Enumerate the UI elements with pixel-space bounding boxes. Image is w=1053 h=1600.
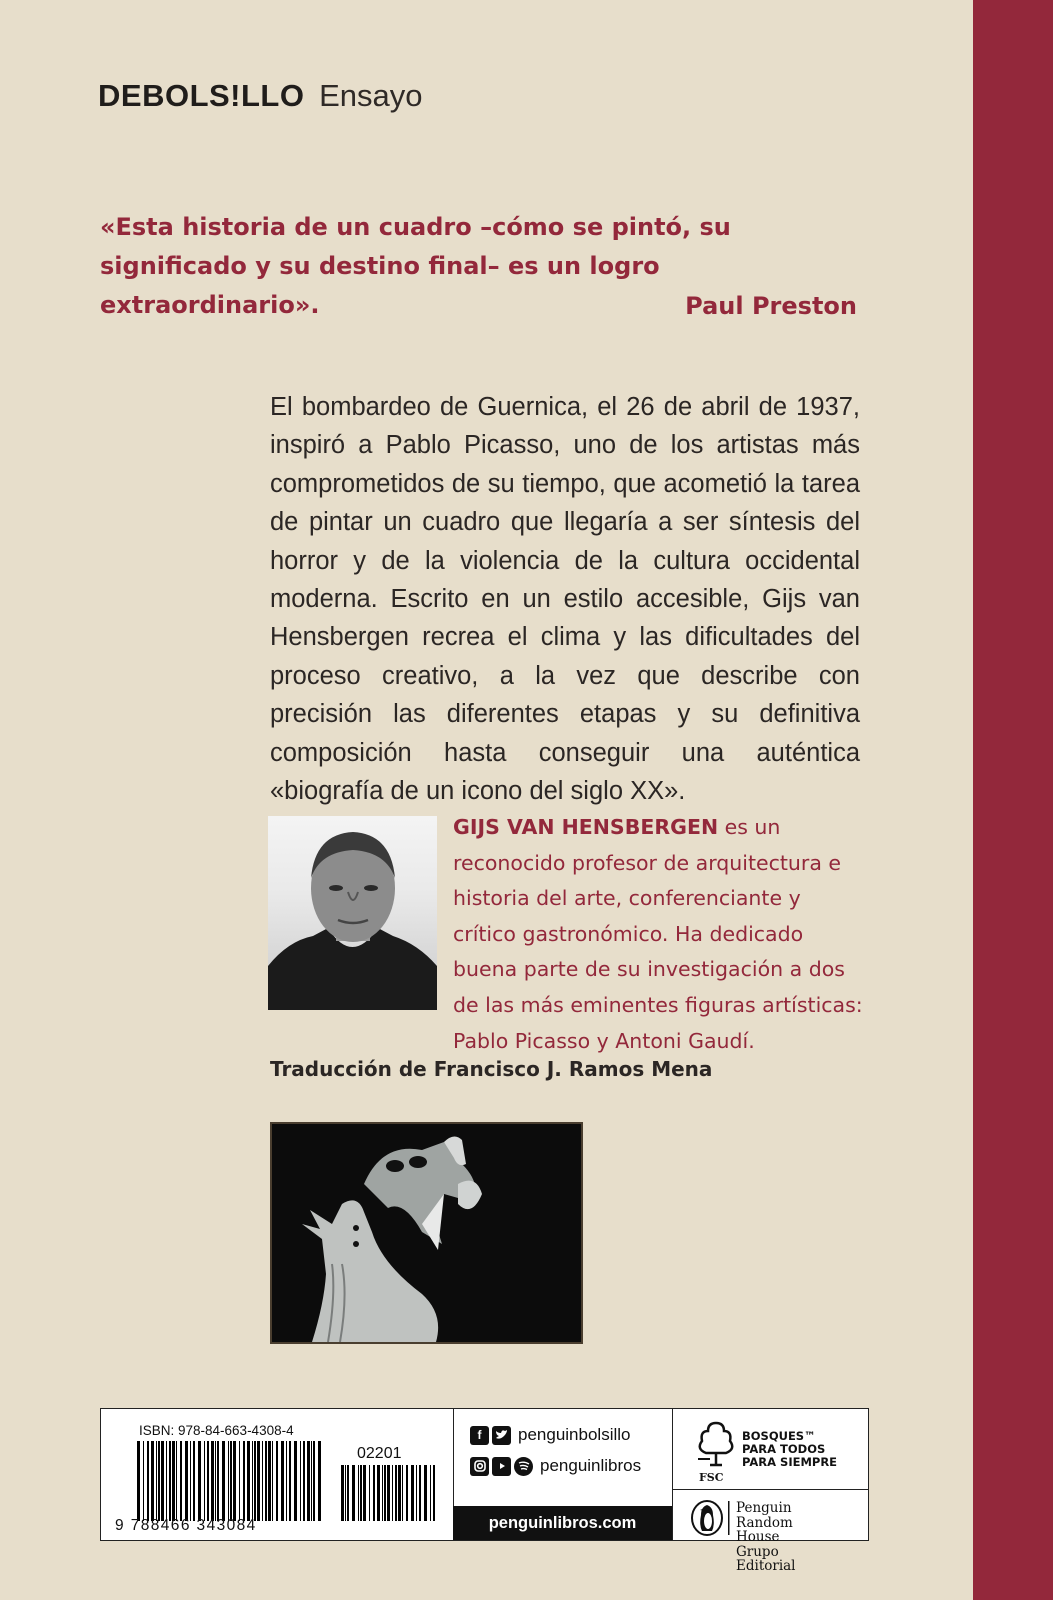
price-code: 02201 bbox=[357, 1445, 402, 1462]
back-cover-info-box bbox=[100, 1408, 869, 1574]
instagram-icon bbox=[470, 1457, 489, 1476]
quote-author: Paul Preston bbox=[685, 292, 857, 320]
author-bio bbox=[453, 810, 863, 1059]
fsc-tree-icon bbox=[694, 1419, 738, 1467]
twitter-icon bbox=[492, 1426, 511, 1445]
penguin-logo-icon bbox=[690, 1499, 724, 1537]
social-row-2 bbox=[470, 1456, 641, 1476]
barcode-cell bbox=[101, 1409, 454, 1540]
ean-digits: 9 788466 343084 bbox=[115, 1517, 257, 1534]
author-bio-text: es un reconocido profesor de arquitectura e historia del arte, conferenciante y crítico gastronómico. Ha dedicado buena parte de su investigación a dos de las más eminentes figuras artísticas: Pablo Picasso y Antoni Gaudí. bbox=[453, 815, 863, 1053]
ean-barcode-main bbox=[137, 1441, 325, 1521]
publisher-brand bbox=[98, 78, 423, 114]
prh-separator bbox=[728, 1501, 730, 1535]
author-name: GIJS VAN HENSBERGEN bbox=[453, 815, 719, 839]
website-url[interactable]: penguinlibros.com bbox=[453, 1506, 672, 1540]
social-handle-penguinlibros: penguinlibros bbox=[540, 1456, 642, 1475]
translator-credit: Traducción de Francisco J. Ramos Mena bbox=[270, 1057, 713, 1081]
fsc-slogan: BOSQUES™ PARA TODOS PARA SIEMPRE bbox=[742, 1429, 838, 1469]
ean-barcode-addon bbox=[341, 1465, 437, 1521]
publisher-name: DEBOLS!LLO bbox=[98, 78, 305, 113]
author-photo bbox=[268, 816, 437, 1010]
book-synopsis: El bombardeo de Guernica, el 26 de abril de 1937, inspiró a Pablo Picasso, uno de los artistas más comprometidos de su tiempo, que acometió la tarea de pintar un cuadro que llegaría a ser síntesis del horror y de la violencia de la cultura occidental moderna. Escrito en un estilo accesible, Gijs van Hensbergen recrea el clima y las dificultades del proceso creativo, a la vez que describe con precisión las diferentes etapas y su definitiva composición hasta conseguir una auténtica «biografía de un icono del siglo XX». bbox=[270, 393, 860, 806]
social-row-1 bbox=[470, 1425, 630, 1445]
facebook-icon: f bbox=[470, 1426, 489, 1445]
penguin-random-house-text: Penguin Random House Grupo Editorial bbox=[736, 1500, 796, 1574]
collection-name: Ensayo bbox=[319, 78, 423, 113]
youtube-icon bbox=[492, 1457, 511, 1476]
logos-divider bbox=[672, 1489, 868, 1490]
fsc-label: FSC bbox=[699, 1471, 724, 1484]
social-cell bbox=[453, 1409, 673, 1540]
spotify-icon bbox=[514, 1457, 533, 1476]
social-handle-penguinbolsillo: penguinbolsillo bbox=[518, 1425, 631, 1444]
logos-cell bbox=[672, 1409, 868, 1574]
book-spine-edge bbox=[973, 0, 1053, 1600]
isbn-number: ISBN: 978-84-663-4308-4 bbox=[139, 1423, 294, 1438]
guernica-horse-sketch bbox=[270, 1122, 583, 1344]
review-quote: «Esta historia de un cuadro –cómo se pintó, su significado y su destino final– es un logro extraordinario». bbox=[100, 213, 731, 319]
